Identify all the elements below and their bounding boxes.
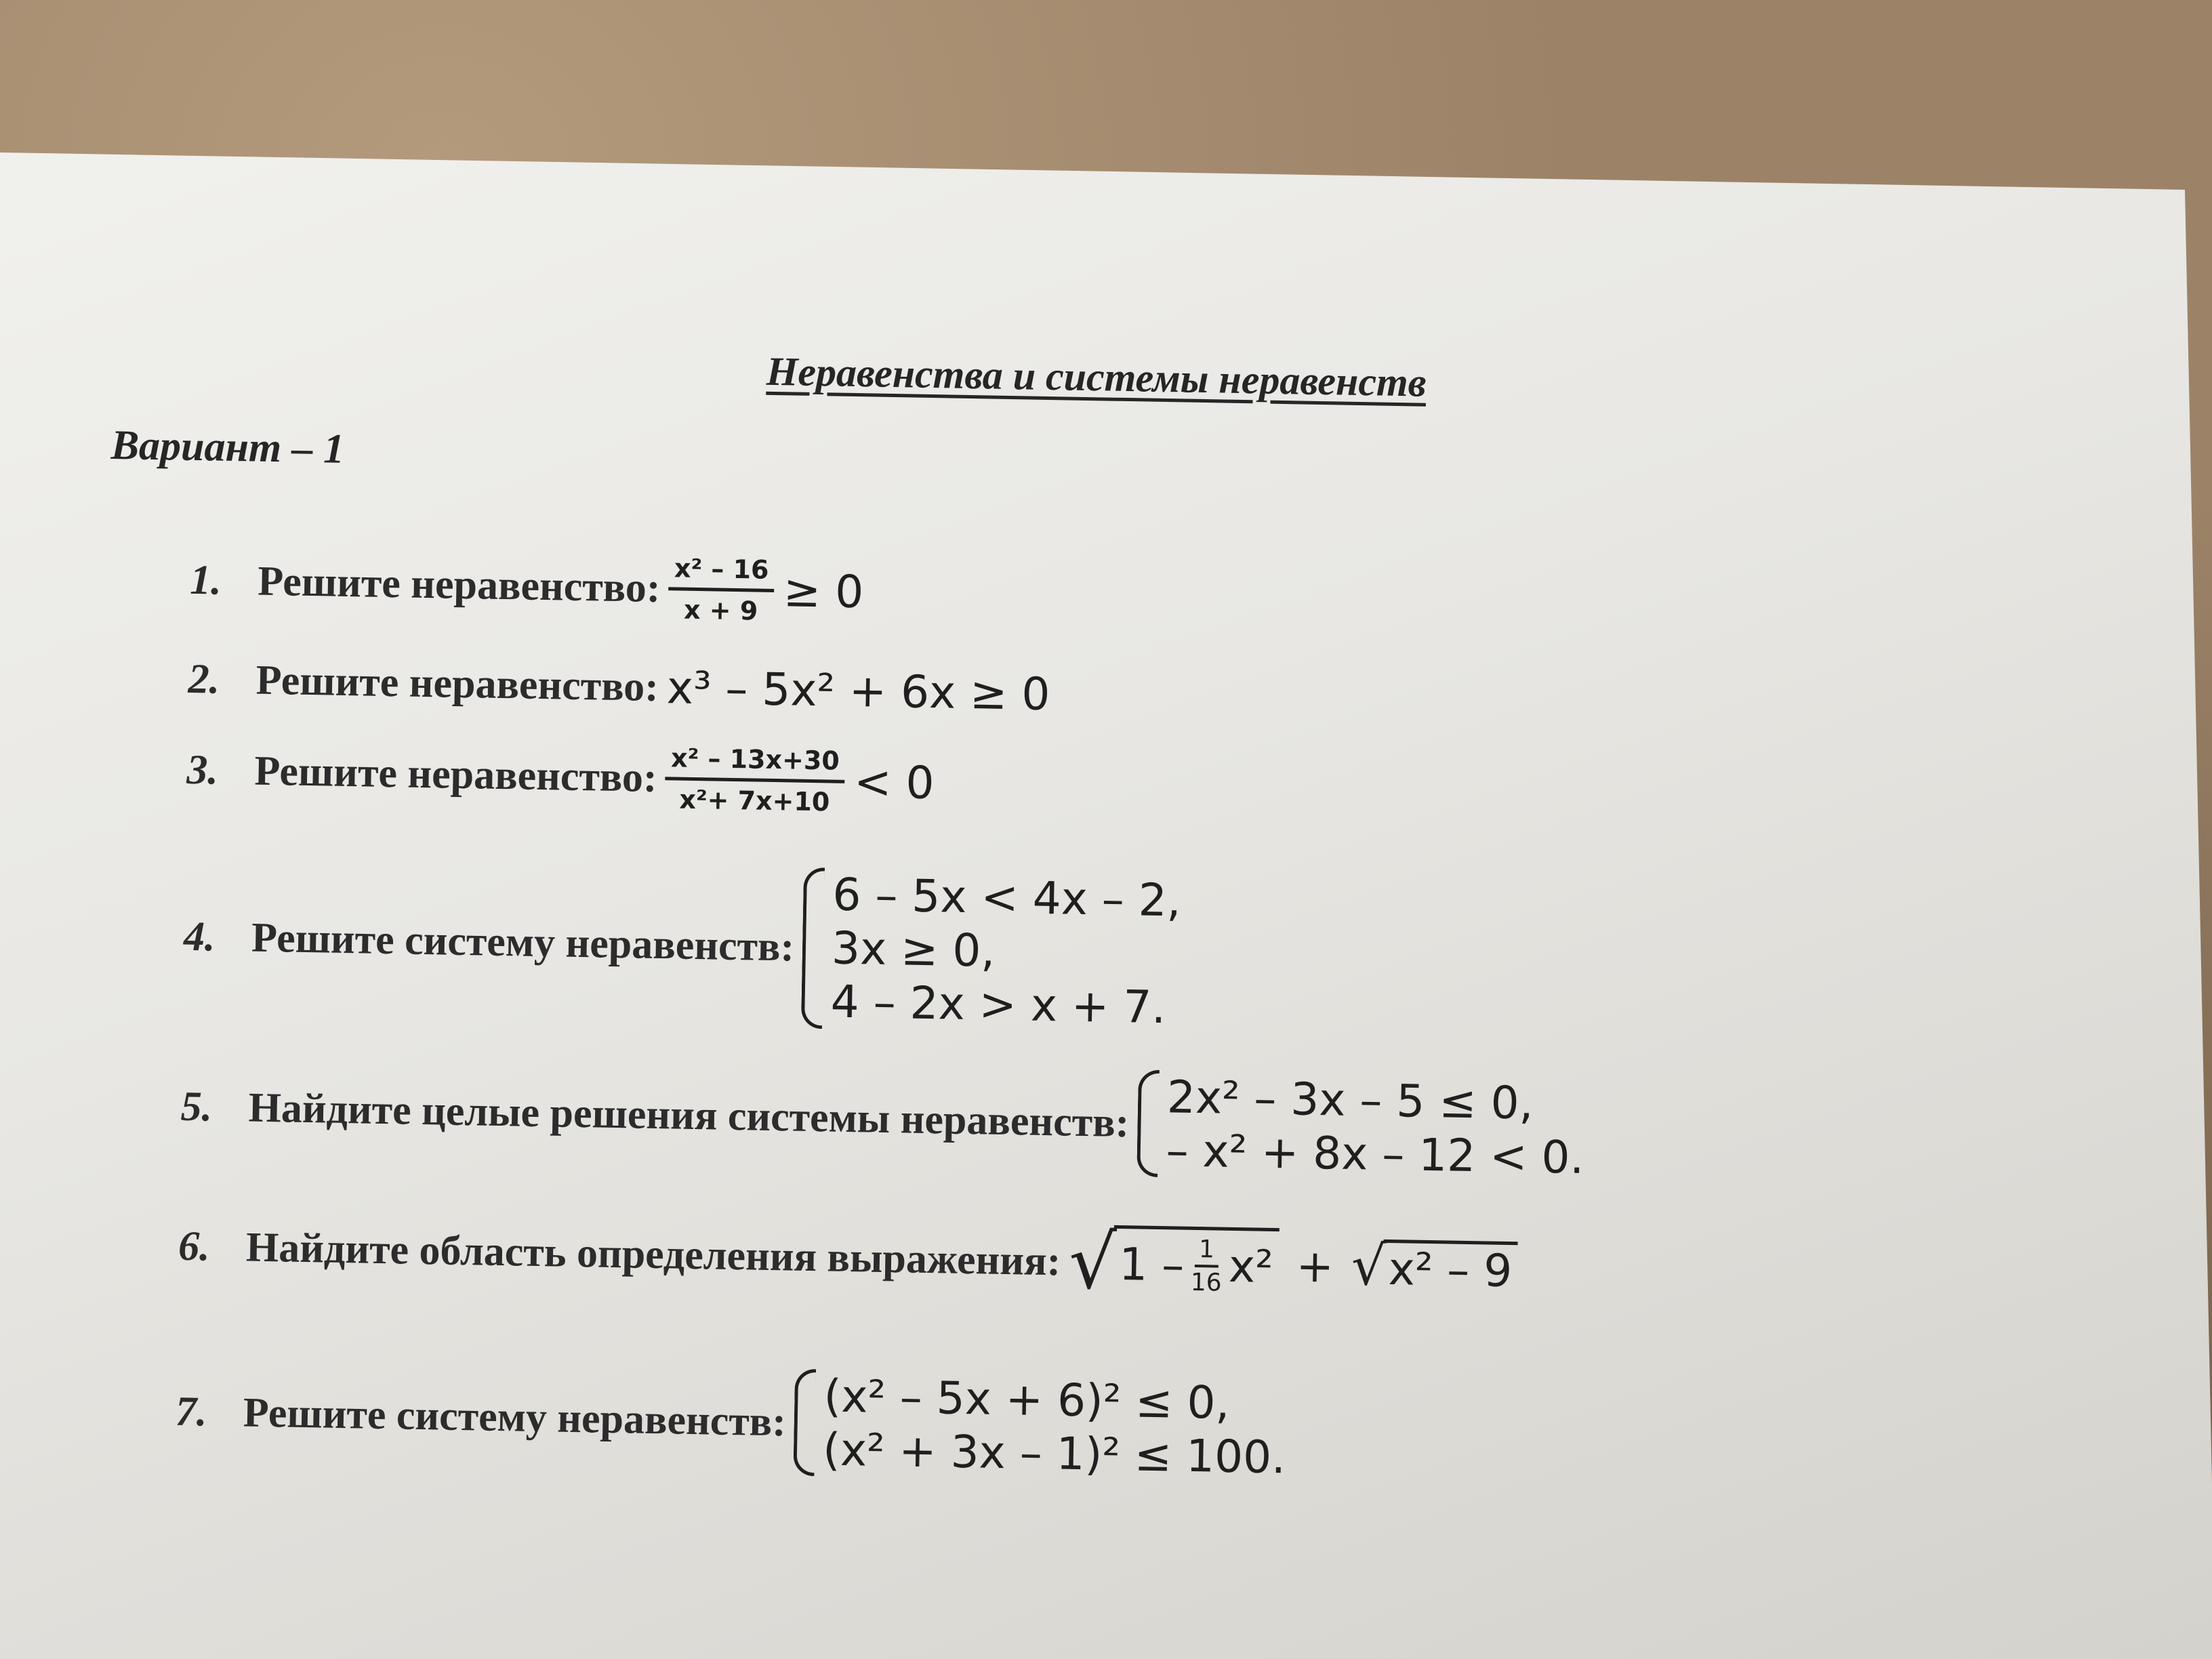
task-label: Найдите целые решения системы неравенств: <box>248 1084 1130 1146</box>
system-line: (x² + 3x – 1)² ≤ 100. <box>822 1423 1286 1484</box>
task-expression <box>668 553 865 628</box>
task-label: Решите систему неравенств: <box>243 1389 787 1446</box>
task-label: Решите систему неравенств: <box>251 914 795 970</box>
inequality-system <box>801 867 1181 1035</box>
left-brace-icon <box>794 1369 817 1477</box>
task-number: 3. <box>186 746 219 794</box>
task-5 <box>180 1053 1585 1185</box>
task-number: 2. <box>188 655 220 703</box>
fraction-numerator: 1 <box>1195 1235 1219 1267</box>
variant-heading: Вариант – 1 <box>110 422 345 472</box>
system-line: 3x ≥ 0, <box>831 922 996 977</box>
radical-sign-icon: √ <box>1351 1233 1387 1298</box>
task-expression <box>665 743 935 819</box>
fraction <box>665 743 846 817</box>
task-number: 7. <box>175 1388 208 1435</box>
task-7 <box>175 1358 1288 1485</box>
fraction-numerator: x² – 13x+30 <box>665 743 846 783</box>
system-lines <box>830 868 1181 1036</box>
task-expression <box>1068 1218 1518 1307</box>
task-number: 4. <box>183 914 216 960</box>
system-line: – x² + 8x – 12 < 0. <box>1165 1124 1585 1185</box>
inequality-system <box>794 1369 1288 1485</box>
inequality-rhs: < 0 <box>853 756 935 810</box>
radicand-part: x² <box>1228 1240 1274 1293</box>
task-label: Решите неравенство: <box>253 747 658 801</box>
fraction-denominator: x²+ 7x+10 <box>679 784 830 817</box>
task-4 <box>182 857 1181 1035</box>
task-number: 1. <box>189 556 222 604</box>
fraction-denominator: x + 9 <box>683 594 758 626</box>
fraction <box>1190 1235 1222 1296</box>
system-line: (x² – 5x + 6)² ≤ 0, <box>823 1370 1231 1429</box>
task-2 <box>188 653 1050 720</box>
task-label: Решите неравенство: <box>257 558 661 612</box>
system-lines <box>823 1369 1288 1484</box>
left-brace-icon <box>1136 1069 1160 1177</box>
fraction <box>668 553 775 626</box>
radical-sign-icon: √ <box>1068 1218 1118 1306</box>
task-expression: x³ – 5x² + 6x ≥ 0 <box>666 661 1051 721</box>
system-lines <box>1166 1070 1586 1185</box>
task-number: 6. <box>178 1223 211 1270</box>
fraction-denominator: 16 <box>1190 1268 1222 1297</box>
worksheet <box>18 203 2142 1528</box>
page-title: Неравенства и системы неравенств <box>766 348 1427 405</box>
radicand: x² – 9 <box>1382 1240 1518 1297</box>
radicand <box>1113 1225 1279 1303</box>
square-root <box>1068 1218 1279 1306</box>
radicand-part: 1 – <box>1118 1238 1185 1292</box>
task-3 <box>186 735 935 819</box>
system-line: 2x² – 3x – 5 ≤ 0, <box>1166 1071 1534 1130</box>
task-6 <box>178 1209 1518 1307</box>
inequality-system <box>1136 1069 1586 1185</box>
left-brace-icon <box>801 867 825 1029</box>
fraction-numerator: x² – 16 <box>668 553 774 592</box>
task-1 <box>189 545 864 628</box>
square-root <box>1351 1233 1518 1298</box>
inequality-rhs: ≥ 0 <box>783 565 864 619</box>
system-line: 6 – 5x < 4x – 2, <box>832 868 1182 927</box>
system-line: 4 – 2x > x + 7. <box>830 975 1166 1034</box>
plus-sign: + <box>1295 1240 1334 1293</box>
task-number: 5. <box>180 1083 213 1130</box>
task-label: Решите неравенство: <box>255 657 659 711</box>
task-label: Найдите область определения выражения: <box>245 1224 1061 1285</box>
